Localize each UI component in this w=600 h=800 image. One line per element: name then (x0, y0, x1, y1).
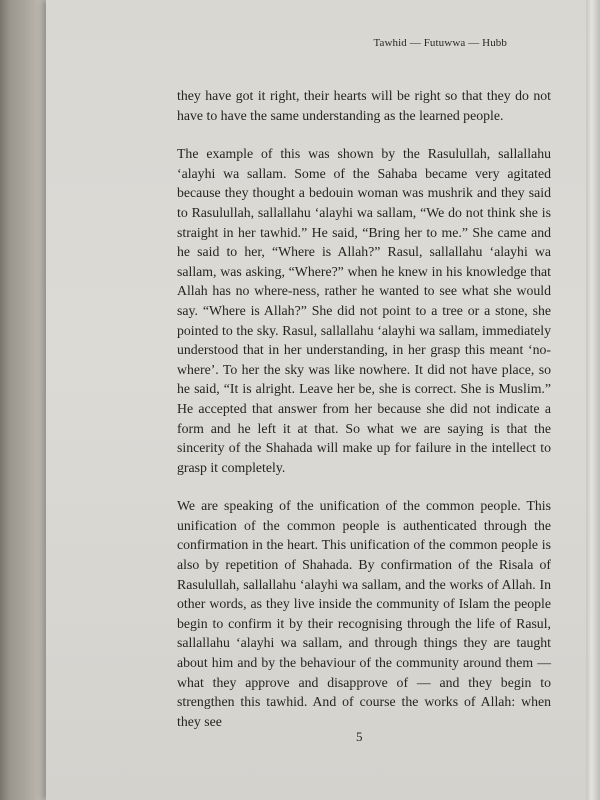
paragraph-continuation: they have got it right, their hearts will be right so that they do not have to have the same understanding as the learned people. (177, 88, 551, 123)
page-number: 5 (356, 729, 363, 744)
body-text (177, 86, 551, 731)
book-page (46, 0, 591, 800)
running-header: Tawhid — Futuwwa — Hubb (373, 37, 507, 49)
paragraph-example: The example of this was shown by the Rasulullah, sallallahu ‘alayhi wa sallam. Some of the Sahaba became very agitated because they thought a bedouin woman was mushrik and they said to Rasulullah, sallallahu ‘alayhi wa sallam, “We do not think she is straight in her tawhid.” He said, “Bring her to me.” She came and he said to her, “Where is Allah?” Rasul, sallallahu ‘alayhi wa sallam, was asking, “Where?” when he knew in his knowledge that Allah has no where-ness, rather he wanted to see what she would say. “Where is Allah?” She did not point to a tree or a stone, she pointed to the sky. Rasul, sallallahu ‘alayhi wa sallam, immediately understood that in her understanding, in her grasp this meant ‘no-where’. To her the sky was like nowhere. It did not have place, so he said, “It is alright. Leave her be, she is correct. She is Muslim.” He accepted that answer from her because she did not indicate a form and he left it at that. So what we are saying is that the sincerity of the Shahada will make up for failure in the intellect to grasp it completely. (177, 146, 551, 475)
page-edge (586, 0, 600, 800)
paragraph-unification: We are speaking of the unification of the common people. This unification of the common people is authenticated through the confirmation in the heart. This unification of the common people is also by repetition of Shahada. By confirmation of the Risala of Rasulullah, sallallahu ‘alayhi wa sallam, and the works of Allah. In other words, as they live inside the community of Islam the people begin to confirm it by their recognising through the life of Rasul, sallallahu ‘alayhi wa sallam, and through things they are taught about him and by the behaviour of the community around them — what they approve and disapprove of — and they begin to strengthen this tawhid. And of course the works of Allah: when they see (177, 498, 551, 729)
